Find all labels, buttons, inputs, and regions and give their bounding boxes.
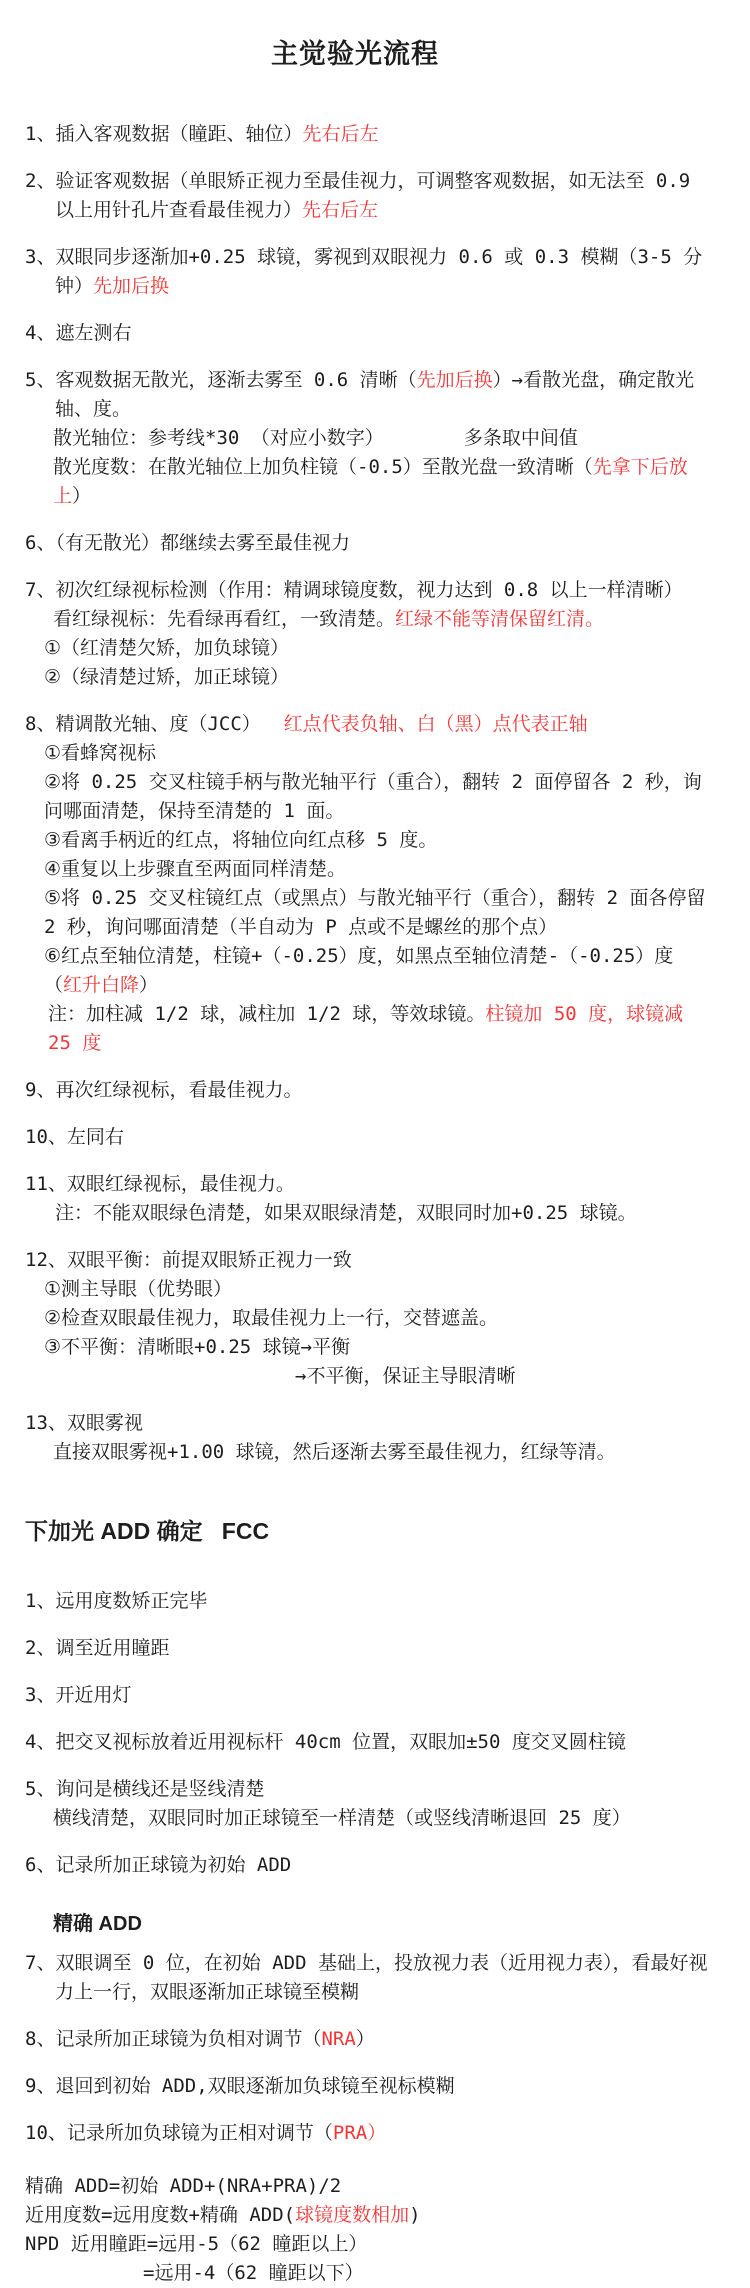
s2-item-2-text: 2、调至近用瞳距 [25, 1637, 170, 1659]
item-2-red-text: 先右后左 [302, 199, 379, 221]
item-8-sub-4-text: ④重复以上步骤直至两面同样清楚。 [44, 858, 347, 880]
item-5 [0, 366, 710, 424]
item-8-sub-5-text: ⑤将 0.25 交叉柱镜红点（或黑点）与散光轴平行（重合），翻转 2 面各停留 2 秒，询问哪面清楚（半自动为 P 点或不是螺丝的那个点） [44, 887, 717, 938]
s2-item-9 [0, 2072, 710, 2101]
s2-item-3-text: 3、开近用灯 [25, 1684, 132, 1706]
item-7-redgreen-line [0, 605, 710, 634]
s2-subheading-text: 精确 ADD [53, 1913, 142, 1935]
item-5-text: 5、客观数据无散光，逐渐去雾至 0.6 清晰（ [25, 369, 417, 391]
section-2-heading [0, 1515, 710, 1547]
formula-near-power-text: 近用度数=远用度数+精确 ADD( [25, 2204, 296, 2226]
item-11-note [0, 1199, 710, 1228]
s2-item-7-text: 7、双眼调至 0 位，在初始 ADD 基础上，投放视力表（近用视力表），看最好视力上一行，双眼逐渐加正球镜至模糊 [25, 1952, 708, 2003]
item-2 [0, 167, 710, 225]
item-4-text: 4、遮左测右 [25, 322, 132, 344]
item-7-text: 7、初次红绿视标检测（作用：精调球镜度数，视力达到 0.8 以上一样清晰） [25, 579, 683, 601]
item-8-sub-1 [0, 739, 710, 768]
s2-item-10-text: 10、记录所加负球镜为正相对调节（ [25, 2122, 333, 2144]
item-12-text: 12、双眼平衡：前提双眼矫正视力一致 [25, 1249, 352, 1271]
item-5-red-text: 先加后换 [416, 369, 493, 391]
s2-item-8-text: 8、记录所加正球镜为负相对调节（ [25, 2028, 322, 2050]
item-7-redgreen-line-text: 看红绿视标：先看绿再看红，一致清楚。 [53, 608, 396, 630]
formula-npd-1-text: NPD 近用瞳距=远用-5（62 瞳距以上） [25, 2233, 368, 2255]
item-8-red-text: 红点代表负轴、白（黑）点代表正轴 [283, 713, 588, 735]
page-title: 主觉验光流程 [271, 39, 439, 69]
s2-item-5-text: 5、询问是横线还是竖线清楚 [25, 1778, 265, 1800]
item-8-sub-4 [0, 855, 710, 884]
item-12-sub-3 [0, 1333, 710, 1362]
item-9-text: 9、再次红绿视标，看最佳视力。 [25, 1079, 303, 1101]
s2-item-8-text: ） [355, 2028, 375, 2050]
item-5-power-line-text: ） [72, 485, 92, 507]
item-8-sub-6 [0, 942, 710, 1000]
s2-item-10-red-text: PRA [332, 2122, 368, 2144]
item-3-red-text: 先加后换 [93, 275, 170, 297]
s2-item-6 [0, 1851, 710, 1880]
s2-item-9-text: 9、退回到初始 ADD,双眼逐渐加负球镜至视标模糊 [25, 2075, 455, 2097]
item-8-sub-6-text: ⑥红点至轴位清楚，柱镜+（-0.25）度，如黑点至轴位清楚-（-0.25）度（ [44, 945, 674, 996]
formula-near-power [0, 2201, 710, 2230]
s2-item-1 [0, 1587, 710, 1616]
item-13-sub [0, 1438, 710, 1467]
s2-item-10 [0, 2119, 710, 2148]
item-7-sub-2 [0, 663, 710, 692]
formula-near-power-text: ) [409, 2204, 421, 2226]
item-8-sub-6-text: ） [139, 974, 159, 996]
item-5-power-line [0, 453, 710, 511]
item-8-sub-2 [0, 768, 710, 826]
item-12 [0, 1246, 710, 1275]
item-13-sub-text: 直接双眼雾视+1.00 球镜，然后逐渐去雾至最佳视力，红绿等清。 [53, 1441, 616, 1463]
item-10-text: 10、左同右 [25, 1126, 124, 1148]
s2-item-4 [0, 1728, 710, 1757]
item-8-note-text: 注：加柱减 1/2 球，减柱加 1/2 球，等效球镜。 [48, 1003, 486, 1025]
item-8-sub-3-text: ③看离手柄近的红点，将轴位向红点移 5 度。 [44, 829, 438, 851]
item-1-red-text: 先右后左 [302, 123, 379, 145]
item-13-text: 13、双眼雾视 [25, 1412, 143, 1434]
section-2-heading-text: 下加光 ADD 确定 FCC [25, 1518, 270, 1544]
item-5-axis-line [0, 424, 710, 453]
item-8-sub-1-text: ①看蜂窝视标 [44, 742, 157, 764]
item-9 [0, 1076, 710, 1105]
item-6-text: 6、（有无散光）都继续去雾至最佳视力 [25, 532, 350, 554]
item-11-text: 11、双眼红绿视标，最佳视力。 [25, 1173, 295, 1195]
item-12-sub-1-text: ①测主导眼（优势眼） [44, 1278, 233, 1300]
item-12-sub-2-text: ②检查双眼最佳视力，取最佳视力上一行，交替遮盖。 [44, 1307, 499, 1329]
item-8-note [0, 1000, 710, 1058]
item-12-sub-1 [0, 1275, 710, 1304]
s2-item-6-text: 6、记录所加正球镜为初始 ADD [25, 1854, 292, 1876]
item-7-redgreen-line-red-text: 红绿不能等清保留红清。 [395, 608, 605, 630]
item-8-text: 8、精调散光轴、度（JCC） [25, 713, 284, 735]
item-4 [0, 319, 710, 348]
item-13 [0, 1409, 710, 1438]
formula-npd-2 [0, 2259, 710, 2288]
item-8-sub-6-red-text: 红升白降 [63, 974, 140, 996]
item-8-sub-3 [0, 826, 710, 855]
item-12-sub-2 [0, 1304, 710, 1333]
item-7-sub-1 [0, 634, 710, 663]
item-5-power-line-text: 散光度数：在散光轴位上加负柱镜（-0.5）至散光盘一致清晰（ [53, 456, 593, 478]
document-blocks [0, 120, 717, 2288]
item-12-sub-4 [0, 1362, 710, 1391]
item-5-text: ）→看散光盘，确定散光轴、度。 [55, 369, 695, 420]
item-8-sub-5 [0, 884, 717, 942]
s2-item-2 [0, 1634, 710, 1663]
item-10 [0, 1123, 710, 1152]
s2-item-4-text: 4、把交叉视标放着近用视标杆 40cm 位置，双眼加±50 度交叉圆柱镜 [25, 1731, 626, 1753]
formula-precise-add-text: 精确 ADD=初始 ADD+(NRA+PRA)/2 [25, 2175, 342, 2197]
item-1-text: 1、插入客观数据（瞳距、轴位） [25, 123, 303, 145]
item-6 [0, 529, 710, 558]
item-1 [0, 120, 710, 149]
s2-item-10-red-text: ） [367, 2122, 387, 2144]
item-7-sub-1-text: ①（红清楚欠矫，加负球镜） [44, 637, 290, 659]
item-7-sub-2-text: ②（绿清楚过矫，加正球镜） [44, 666, 290, 688]
s2-item-5-sub [0, 1804, 710, 1833]
item-11 [0, 1170, 710, 1199]
s2-item-8-red-text: NRA [321, 2028, 356, 2050]
s2-item-7 [0, 1949, 710, 2007]
item-8 [0, 710, 710, 739]
item-5-axis-line-text: 散光轴位：参考线*30 （对应小数字） 多条取中间值 [53, 427, 578, 449]
formula-near-power-red-text: 球镜度数相加 [295, 2204, 410, 2226]
item-2-text: 2、验证客观数据（单眼矫正视力至最佳视力，可调整客观数据，如无法至 0.9 以上用针孔片查看最佳视力） [25, 170, 702, 221]
item-12-sub-4-text: →不平衡，保证主导眼清晰 [295, 1365, 516, 1387]
s2-item-5-sub-text: 横线清楚，双眼同时加正球镜至一样清楚（或竖线清晰退回 25 度） [53, 1807, 631, 1829]
s2-item-3 [0, 1681, 710, 1710]
formula-precise-add [0, 2172, 710, 2201]
formula-npd-1 [0, 2230, 710, 2259]
item-7 [0, 576, 710, 605]
item-8-note-red-text: 柱镜加 50 度，球镜减 25 度 [48, 1003, 695, 1054]
item-3 [0, 243, 710, 301]
formula-npd-2-text: =远用-4（62 瞳距以下） [143, 2262, 364, 2284]
item-12-sub-3-text: ③不平衡：清晰眼+0.25 球镜→平衡 [44, 1336, 351, 1358]
s2-item-5 [0, 1775, 710, 1804]
item-11-note-text: 注：不能双眼绿色清楚，如果双眼绿清楚，双眼同时加+0.25 球镜。 [55, 1202, 637, 1224]
s2-item-8 [0, 2025, 710, 2054]
item-8-sub-2-text: ②将 0.25 交叉柱镜手柄与散光轴平行（重合），翻转 2 面停留各 2 秒，询问哪面清楚，保持至清楚的 1 面。 [44, 771, 702, 822]
item-5-power-line-red-text: 先拿下后放上 [53, 456, 688, 507]
item-3-text: 3、双眼同步逐渐加+0.25 球镜，雾视到双眼视力 0.6 或 0.3 模糊（3-5 分钟） [25, 246, 703, 297]
s2-item-1-text: 1、远用度数矫正完毕 [25, 1590, 208, 1612]
s2-subheading [0, 1910, 710, 1939]
